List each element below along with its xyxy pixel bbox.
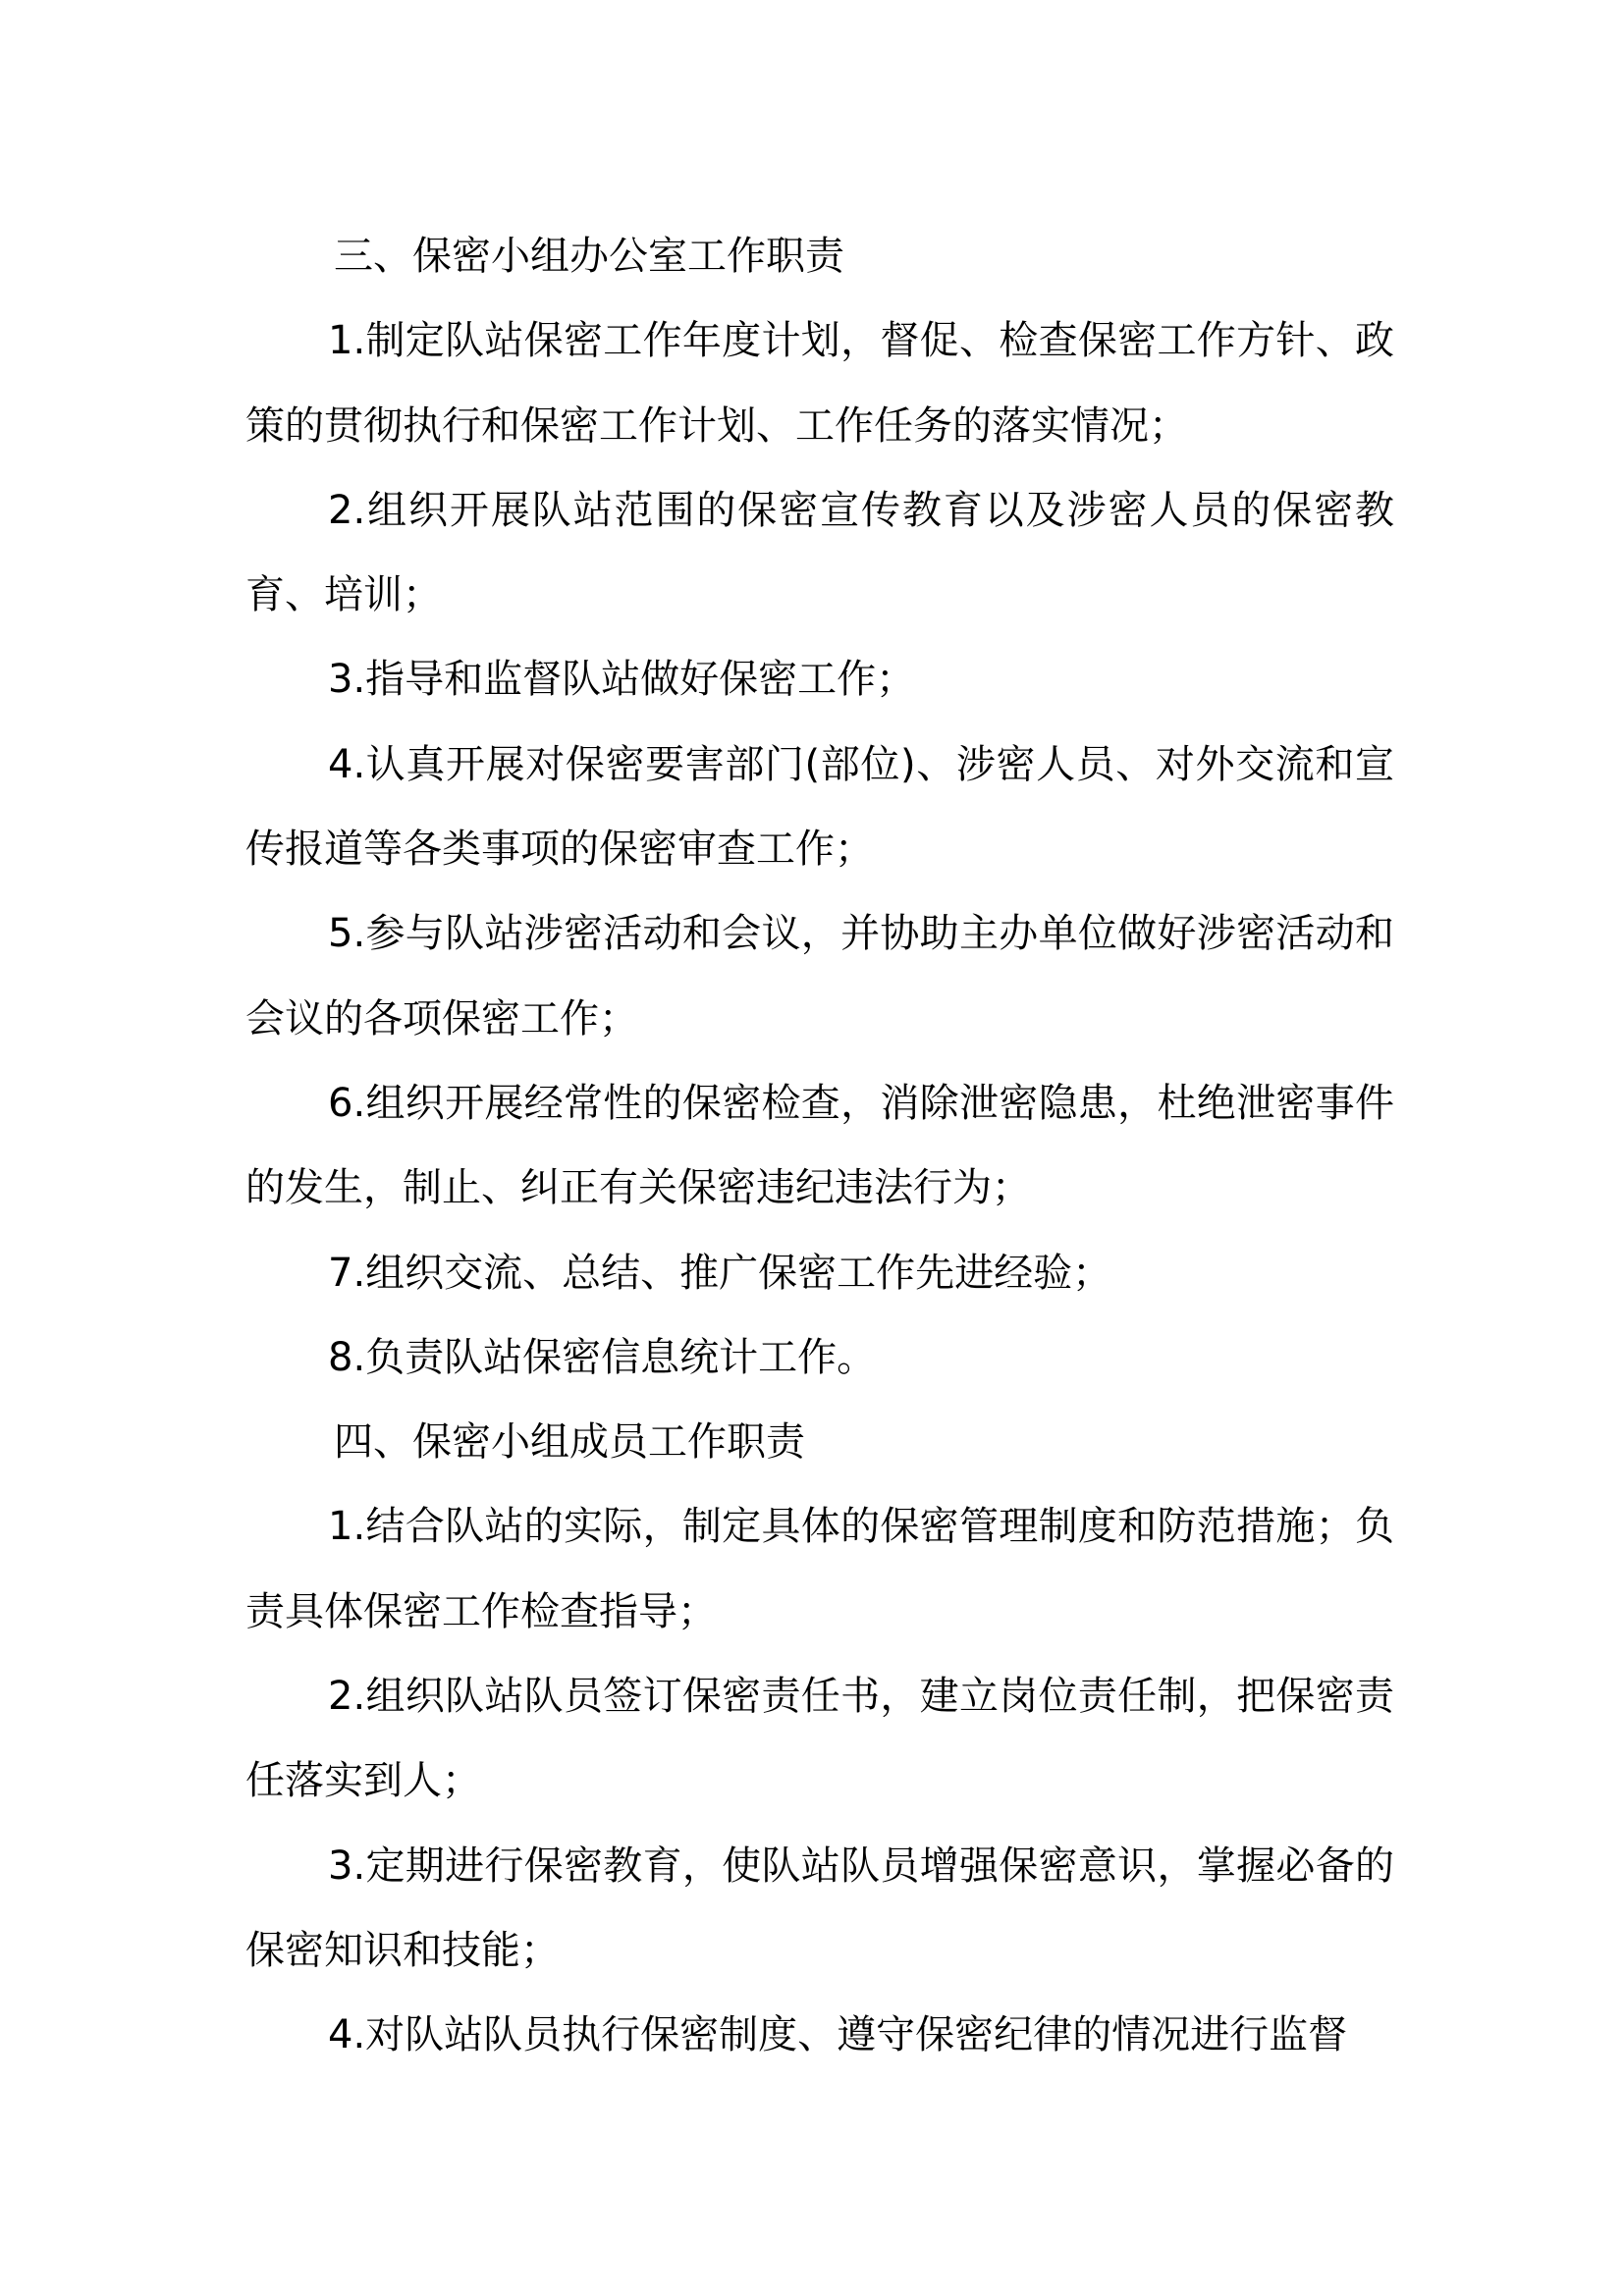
section-4-item-1: 1.结合队站的实际，制定具体的保密管理制度和防范措施；负责具体保密工作检查指导； — [245, 1504, 1394, 1634]
section-3-item-7: 7.组织交流、总结、推广保密工作先进经验； — [328, 1250, 1112, 1296]
section-3-heading: 三、保密小组办公室工作职责 — [334, 234, 844, 279]
document-body — [245, 214, 1394, 2078]
section-3-item-5: 5.参与队站涉密活动和会议，并协助主办单位做好涉密活动和会议的各项保密工作； — [245, 911, 1394, 1041]
section-4-item-4: 4.对队站队员执行保密制度、遵守保密纪律的情况进行监督 — [328, 2012, 1348, 2058]
section-3-item-3: 3.指导和监督队站做好保密工作； — [328, 657, 916, 703]
section-3-item-1: 1.制定队站保密工作年度计划，督促、检查保密工作方针、政策的贯彻执行和保密工作计划、工作任务的落实情况； — [245, 318, 1394, 449]
section-4-item-2: 2.组织队站队员签订保密责任书，建立岗位责任制，把保密责任落实到人； — [245, 1674, 1394, 1804]
section-3-item-6: 6.组织开展经常性的保密检查，消除泄密隐患，杜绝泄密事件的发生，制止、纠正有关保密违纪违法行为； — [245, 1080, 1394, 1211]
section-3-item-4: 4.认真开展对保密要害部门(部位)、涉密人员、对外交流和宣传报道等各类事项的保密审查工作； — [245, 741, 1394, 873]
section-4-heading: 四、保密小组成员工作职责 — [334, 1419, 805, 1466]
section-3-item-2: 2.组织开展队站范围的保密宣传教育以及涉密人员的保密教育、培训； — [245, 487, 1394, 618]
section-3-item-8: 8.负责队站保密信息统计工作。 — [328, 1334, 877, 1380]
section-4-item-3: 3.定期进行保密教育，使队站队员增强保密意识，掌握必备的保密知识和技能； — [245, 1842, 1394, 1973]
